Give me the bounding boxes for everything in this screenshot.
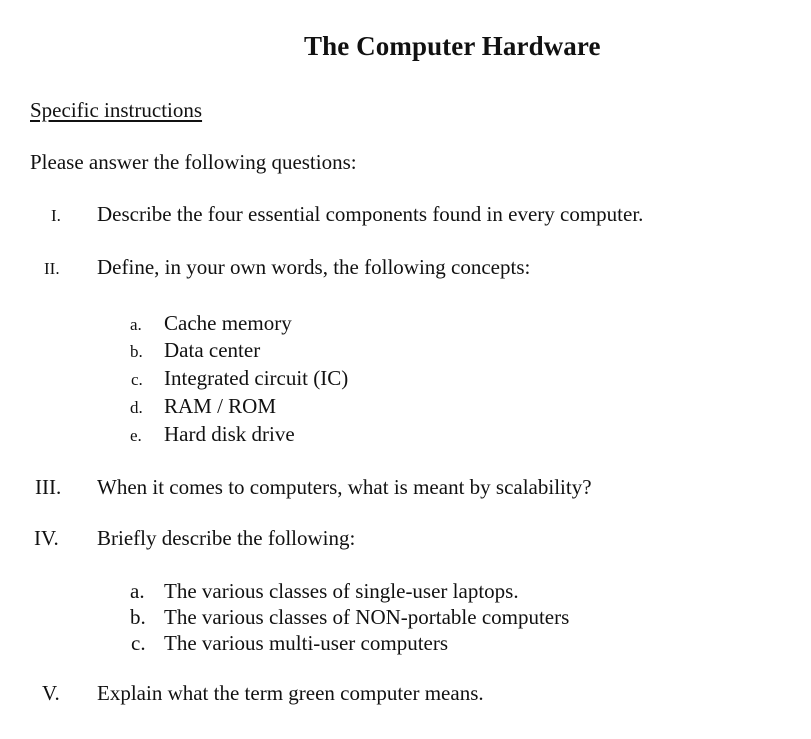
instructions-heading: Specific instructions <box>30 98 203 122</box>
question-text: Describe the four essential components found in every computer. <box>97 202 644 226</box>
sub-item-letter: e. <box>130 426 142 445</box>
sub-item-letter: c. <box>131 370 143 389</box>
sub-item-letter: a. <box>130 579 145 603</box>
sub-item-text: The various classes of NON-portable computers <box>164 605 570 629</box>
sub-item-text: The various multi-user computers <box>164 631 449 655</box>
question-number: III. <box>35 475 62 499</box>
sub-item-text: Integrated circuit (IC) <box>164 366 349 390</box>
sub-item-letter: b. <box>130 605 146 629</box>
question-text: Explain what the term green computer means. <box>97 681 484 705</box>
sub-item-text: Cache memory <box>164 311 292 335</box>
sub-item-text: Data center <box>164 338 261 362</box>
question-number: V. <box>42 681 60 705</box>
document-title: The Computer Hardware <box>304 31 601 61</box>
sub-item-letter: c. <box>131 631 146 655</box>
question-number: I. <box>51 206 61 225</box>
question-number: IV. <box>34 526 59 550</box>
question-number: II. <box>44 259 60 278</box>
sub-item-text: RAM / ROM <box>164 394 277 418</box>
question-text: When it comes to computers, what is meant by scalability? <box>97 475 592 499</box>
sub-item-letter: d. <box>130 398 143 417</box>
intro-text: Please answer the following questions: <box>30 150 357 174</box>
sub-item-text: Hard disk drive <box>164 422 295 446</box>
question-text: Briefly describe the following: <box>97 526 356 550</box>
sub-item-letter: a. <box>130 315 142 334</box>
sub-item-text: The various classes of single-user laptops. <box>164 579 519 603</box>
question-text: Define, in your own words, the following concepts: <box>97 255 531 279</box>
sub-item-letter: b. <box>130 342 143 361</box>
